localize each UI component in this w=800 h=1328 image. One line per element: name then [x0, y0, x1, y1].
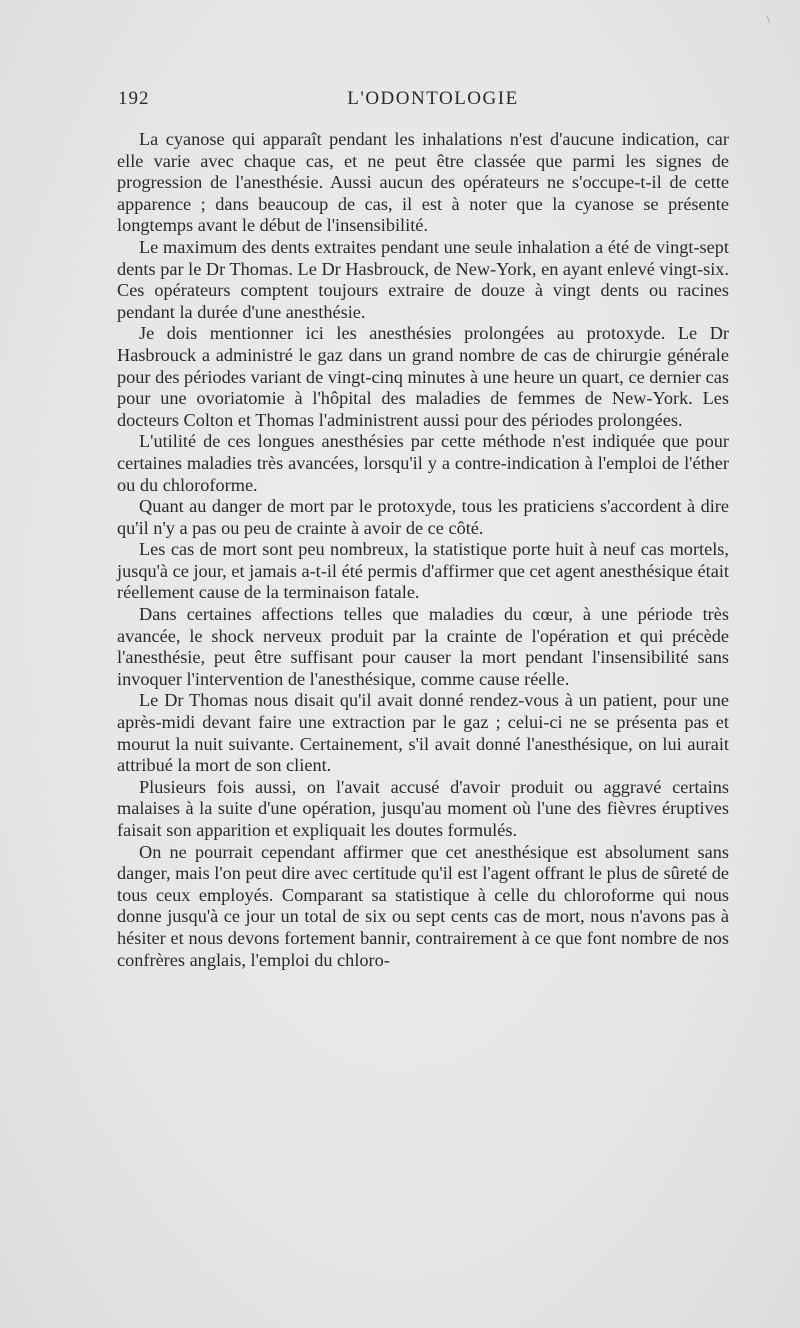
paragraph-cyanose: La cyanose qui apparaît pendant les inhalations n'est d'aucune indication, car elle varie avec chaque cas, et ne peut être classée que parmi les signes de progression de l'anesthésie. Aussi aucun des opérateurs ne s'occupe-t-il de cette apparence ; dans beaucoup de cas, il est à noter que la cyanose se présente longtemps avant le début de l'insensibilité.: [117, 129, 729, 236]
paragraph-maximum-dents: Le maximum des dents extraites pendant une seule inhalation a été de vingt-sept dents par le Dr Thomas. Le Dr Hasbrouck, de New-York, en ayant enlevé vingt-six. Ces opérateurs comptent toujours extraire de douze à vingt dents ou racines pendant la durée d'une anesthésie.: [117, 236, 729, 322]
paragraph-anesthesies-prolongees: Je dois mentionner ici les anesthésies prolongées au protoxyde. Le Dr Hasbrouck a administré le gaz dans un grand nombre de cas de chirurgie générale pour des périodes variant de vingt-cinq minutes à une heure un quart, ce dernier cas pour une ovoriatomie à l'hôpital des maladies de femmes de New-York. Les docteurs Colton et Thomas l'administrent aussi pour des périodes prolongées.: [117, 323, 729, 430]
paragraph-affections: Dans certaines affections telles que maladies du cœur, à une période très avancée, le shock nerveux produit par la crainte de l'opération et qui précède l'anesthésie, peut être suffisant pour causer la mort pendant l'insensibilité sans invoquer l'intervention de l'anesthésique, comme cause réelle.: [117, 604, 729, 689]
paragraph-dr-thomas: Le Dr Thomas nous disait qu'il avait donné rendez-vous à un patient, pour une après-midi devant faire une extraction par le gaz ; celui-ci ne se présenta pas et mourut la nuit suivante. Certainement, s'il avait donné l'anesthésique, on lui aurait attribué la mort de son client.: [117, 690, 729, 776]
paragraph-plusieurs-fois: Plusieurs fois aussi, on l'avait accusé d'avoir produit ou aggravé certains malaises à la suite d'une opération, jusqu'au moment où l'une des fièvres éruptives faisait son apparition et expliquait les doutes formulés.: [117, 776, 729, 840]
paragraph-danger-de-mort: Quant au danger de mort par le protoxyde, tous les praticiens s'accordent à dire qu'il n'y a pas ou peu de crainte à avoir de ce côté.: [117, 496, 729, 538]
corner-mark: \: [766, 12, 770, 26]
paragraph-cas-de-mort: Les cas de mort sont peu nombreux, la statistique porte huit à neuf cas mortels, jusqu'à ce jour, et jamais a-t-il été permis d'affirmer que cet agent anesthésique était réellement cause de la terminaison fatale.: [117, 539, 729, 603]
body-text: [117, 129, 729, 971]
paragraph-utilite: L'utilité de ces longues anesthésies par cette méthode n'est indiquée que pour certaines maladies très avancées, lorsqu'il y a contre-indication à l'emploi de l'éther ou du chloroforme.: [117, 431, 729, 495]
paragraph-conclusion: On ne pourrait cependant affirmer que cet anesthésique est absolument sans danger, mais l'on peut dire avec certitude qu'il est l'agent offrant le plus de sûreté de tous ceux employés. Comparant sa statistique à celle du chloroforme qui nous donne jusqu'à ce jour un total de six ou sept cents cas de mort, nous n'avons pas à hésiter et nous devons fortement bannir, contrairement à ce que font nombre de nos confrères anglais, l'emploi du chloro-: [117, 841, 729, 970]
journal-title: L'ODONTOLOGIE: [347, 88, 519, 109]
running-head: [118, 88, 728, 114]
page-number: 192: [118, 88, 150, 109]
